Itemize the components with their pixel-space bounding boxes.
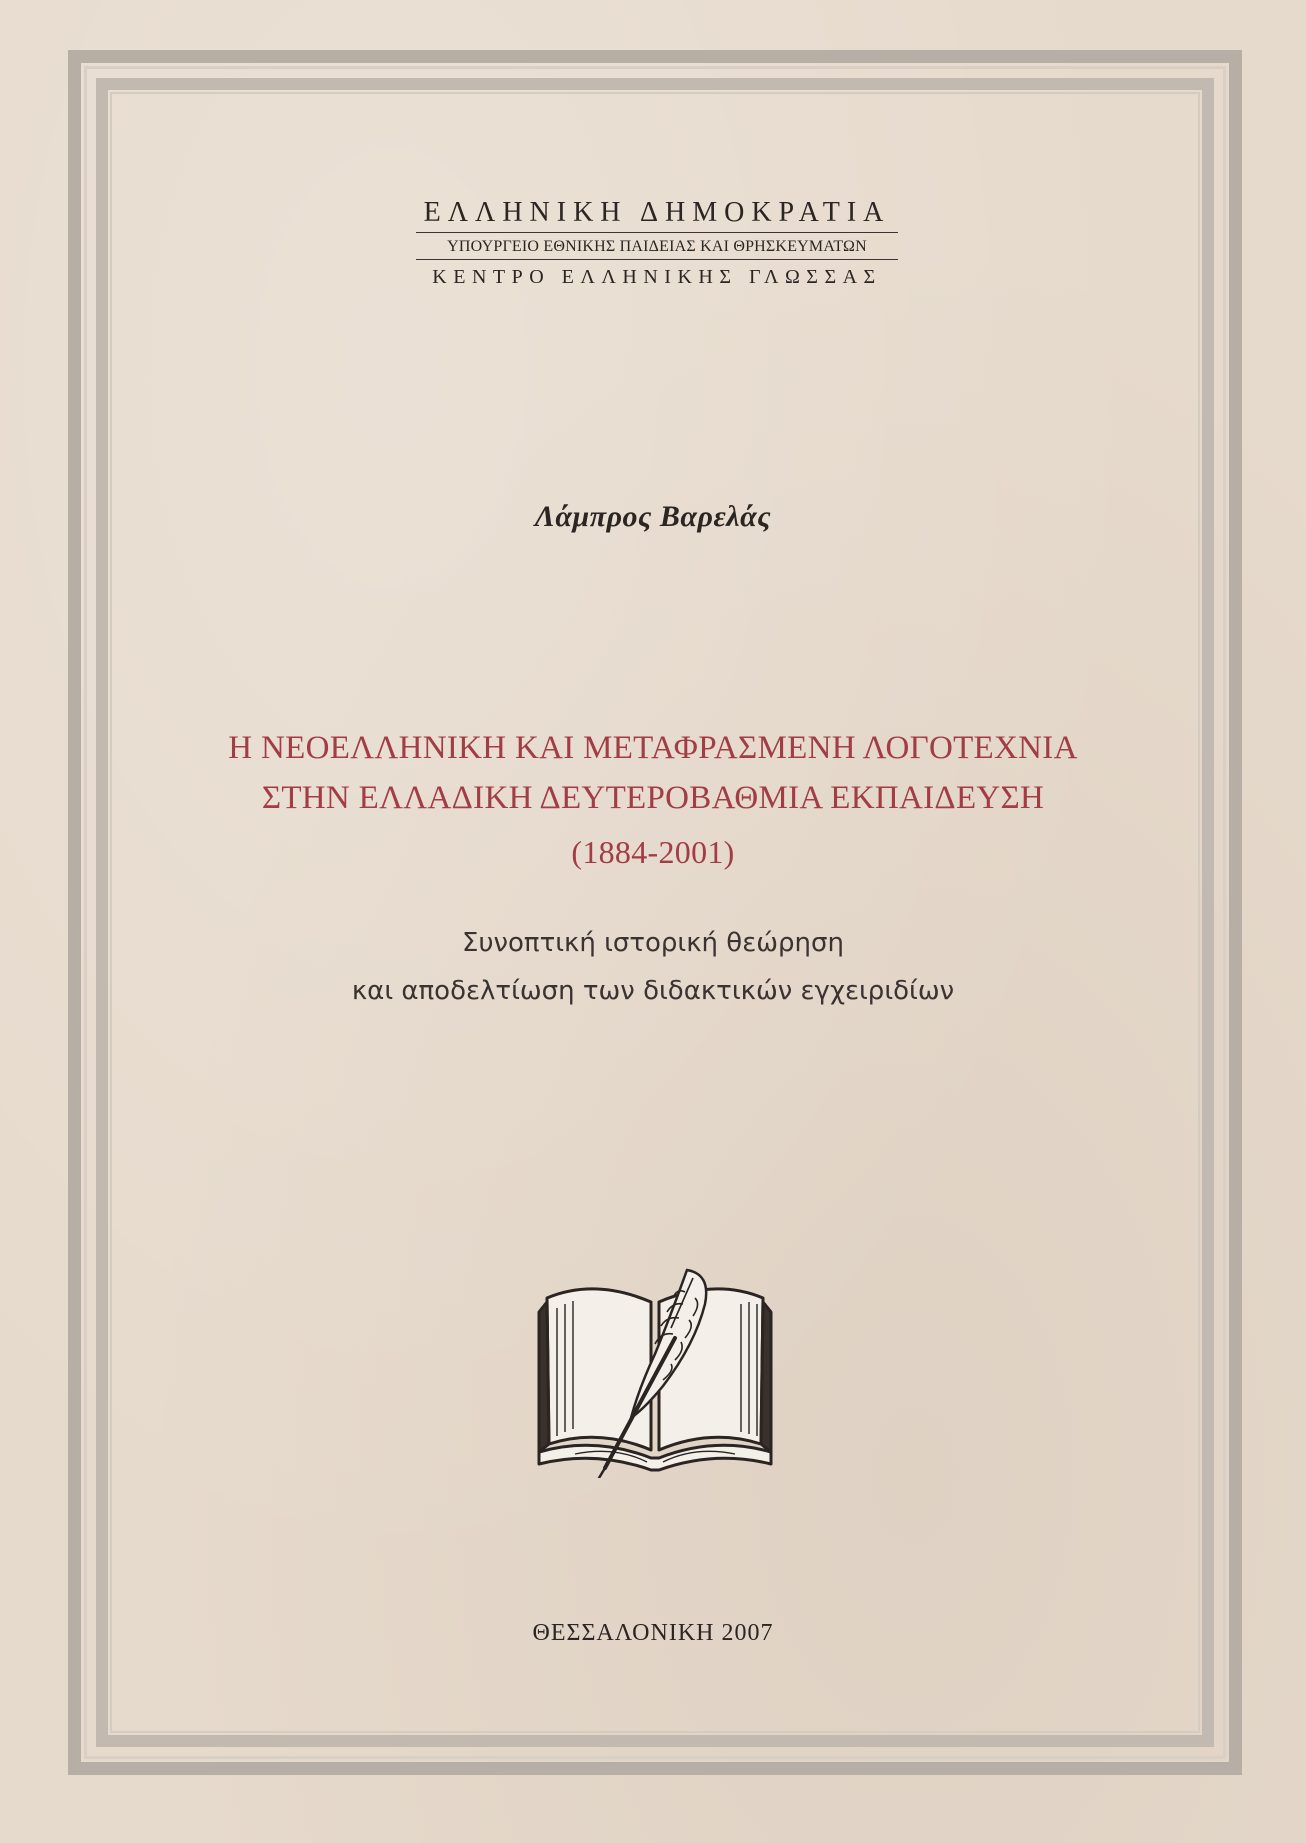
publisher-ministry: ΥΠΟΥΡΓΕΙΟ ΕΘΝΙΚΗΣ ΠΑΙΔΕΙΑΣ ΚΑΙ ΘΡΗΣΚΕΥΜΑΤΩΝ (447, 238, 867, 255)
publisher-country: ΕΛΛΗΝΙΚΗ ΔΗΜΟΚΡΑΤΙΑ (423, 197, 891, 228)
publisher-rule-bottom (416, 259, 898, 260)
imprint-place-year: ΘΕΣΣΑΛΟΝΙΚΗ 2007 (532, 1620, 774, 1646)
publisher-block (416, 196, 898, 290)
book-title-years: (1884-2001) (571, 834, 735, 870)
subtitle-line-1: Συνοπτική ιστορική θεώρηση (462, 928, 844, 958)
book-title-line-2: ΣΤΗΝ ΕΛΛΑΔΙΚΗ ΔΕΥΤΕΡΟΒΑΘΜΙΑ ΕΚΠΑΙΔΕΥΣΗ (261, 780, 1045, 816)
book-title-line-1: Η ΝΕΟΕΛΛΗΝΙΚΗ ΚΑΙ ΜΕΤΑΦΡΑΣΜΕΝΗ ΛΟΓΟΤΕΧΝΙΑ (228, 730, 1078, 766)
author-name: Λάμπρος Βαρελάς (534, 500, 772, 533)
publisher-rule-top (416, 232, 898, 233)
book-quill-icon (535, 1268, 775, 1478)
inner-frame-line (110, 92, 1200, 1733)
publisher-center: ΚΕΝΤΡΟ ΕΛΛΗΝΙΚΗΣ ΓΛΩΣΣΑΣ (432, 266, 882, 288)
subtitle-line-2: και αποδελτίωση των διδακτικών εγχειριδίων (351, 976, 955, 1006)
